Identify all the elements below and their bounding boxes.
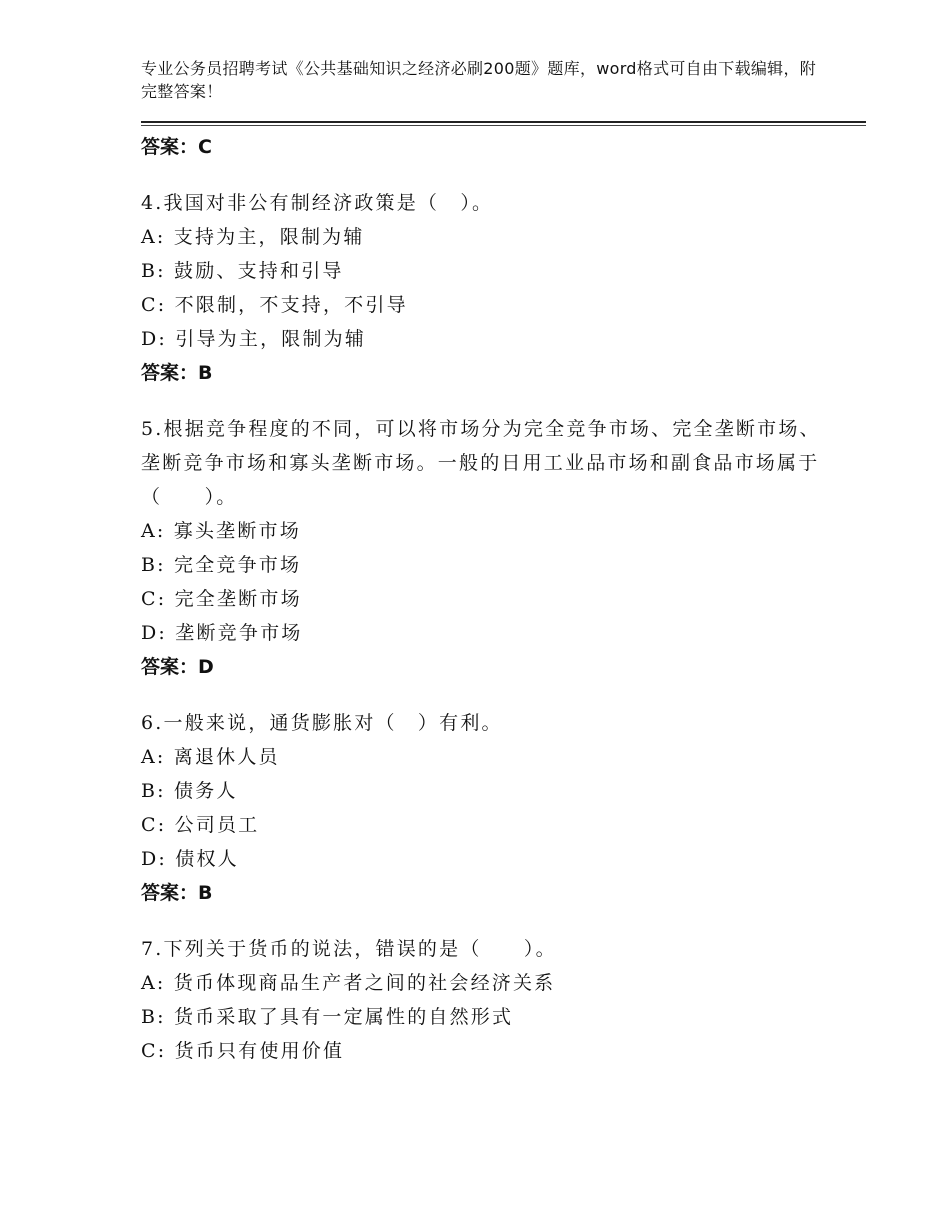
question-4: [141, 186, 821, 390]
question-stem: 7.下列关于货币的说法，错误的是（ ）。: [141, 938, 557, 960]
option-c: C: 公司员工: [141, 814, 260, 836]
answer-label: 答案：D: [141, 656, 214, 678]
header-divider: [141, 121, 866, 123]
answer-label: 答案：B: [141, 882, 213, 904]
option-c: C: 完全垄断市场: [141, 588, 302, 610]
question-stem: 5.根据竞争程度的不同，可以将市场分为完全竞争市场、完全垄断市场、垄断竞争市场和寡头垄断市场。一般的日用工业品市场和副食品市场属于（ ）。: [141, 418, 821, 508]
option-c: C: 不限制，不支持，不引导: [141, 294, 408, 316]
document-header: 专业公务员招聘考试《公共基础知识之经济必刷200题》题库，word格式可自由下载编辑，附完整答案！: [141, 59, 817, 101]
answer-label: 答案：B: [141, 362, 213, 384]
option-b: B: 货币采取了具有一定属性的自然形式: [141, 1006, 514, 1028]
option-a: A: 支持为主，限制为辅: [141, 226, 365, 248]
option-c: C: 货币只有使用价值: [141, 1040, 345, 1062]
question-7: [141, 932, 821, 1068]
option-d: D: 引导为主，限制为辅: [141, 328, 367, 350]
question-list: [141, 130, 821, 1068]
option-b: B: 鼓励、支持和引导: [141, 260, 344, 282]
option-b: B: 债务人: [141, 780, 238, 802]
answer-label: 答案：C: [141, 136, 212, 158]
option-d: D: 垄断竞争市场: [141, 622, 303, 644]
option-a: A: 离退休人员: [141, 746, 280, 768]
option-a: A: 寡头垄断市场: [141, 520, 301, 542]
question-stem: 4.我国对非公有制经济政策是（ ）。: [141, 192, 494, 214]
option-b: B: 完全竞争市场: [141, 554, 302, 576]
question-5: [141, 412, 821, 684]
header-divider-thin: [141, 125, 866, 126]
question-6: [141, 706, 821, 910]
option-d: D: 债权人: [141, 848, 239, 870]
option-a: A: 货币体现商品生产者之间的社会经济关系: [141, 972, 556, 994]
question-stem: 6.一般来说，通货膨胀对（ ）有利。: [141, 712, 503, 734]
